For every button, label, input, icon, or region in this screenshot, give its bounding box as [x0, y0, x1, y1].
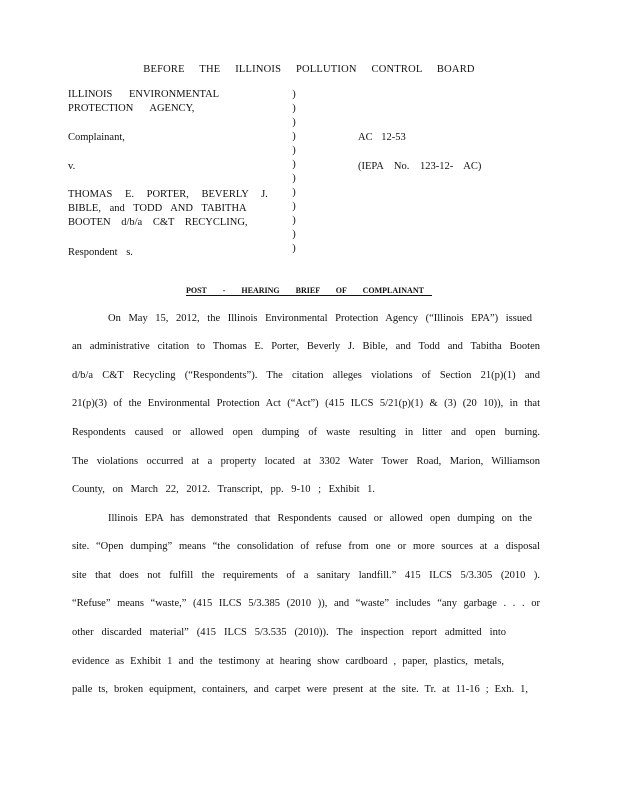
- complainant-name-line-2: PROTECTION AGENCY,: [68, 103, 195, 114]
- paragraph-2-line: site. “Open dumping” means “the consolidation of refuse from one or more sources at a disposal: [72, 541, 540, 552]
- caption-paren: ): [292, 173, 296, 184]
- complainant-name-line-1: ILLINOIS ENVIRONMENTAL: [68, 89, 220, 100]
- caption-paren: ): [292, 215, 296, 226]
- paragraph-2-line: evidence as Exhibit 1 and the testimony at hearing show cardboard , paper, plastics, metals,: [72, 656, 504, 667]
- paragraph-2-line: palle ts, broken equipment, containers, and carpet were present at the site. Tr. at 11-16 ; Exh. 1,: [72, 684, 528, 695]
- paragraph-1-line: County, on March 22, 2012. Transcript, pp. 9-10 ; Exhibit 1.: [72, 484, 376, 495]
- iepa-number: (IEPA No. 123-12- AC): [358, 161, 482, 172]
- complainant-label: Complainant,: [68, 132, 125, 143]
- paragraph-2-line: “Refuse” means “waste,” (415 ILCS 5/3.385 (2010 )), and “waste” includes “any garbage . . . or: [72, 598, 540, 609]
- paragraph-2-line: site that does not fulfill the requirements of a sanitary landfill.” 415 ILCS 5/3.305 (2010 ).: [72, 570, 540, 581]
- respondent-name-line-3: BOOTEN d/b/a C&T RECYCLING,: [68, 217, 248, 228]
- board-title: BEFORE THE ILLINOIS POLLUTION CONTROL BOARD: [143, 64, 475, 75]
- caption-paren: ): [292, 131, 296, 142]
- caption-paren: ): [292, 103, 296, 114]
- respondent-label: Respondent s.: [68, 247, 133, 258]
- paragraph-2-line: Illinois EPA has demonstrated that Respondents caused or allowed open dumping on the: [108, 513, 532, 524]
- caption-paren: ): [292, 187, 296, 198]
- caption-paren: ): [292, 159, 296, 170]
- brief-heading: POST - HEARING BRIEF OF COMPLAINANT: [186, 286, 432, 296]
- paragraph-1-line: d/b/a C&T Recycling (“Respondents”). The citation alleges violations of Section 21(p)(1) and: [72, 370, 540, 381]
- versus-label: v.: [68, 161, 76, 172]
- case-number: AC 12-53: [358, 132, 406, 143]
- caption-paren: ): [292, 201, 296, 212]
- paragraph-1-line: an administrative citation to Thomas E. Porter, Beverly J. Bible, and Todd and Tabitha Booten: [72, 341, 540, 352]
- paragraph-1-line: 21(p)(3) of the Environmental Protection Act (“Act”) (415 ILCS 5/21(p)(1) & (3) (20 10)), in that: [72, 398, 540, 409]
- paragraph-2-line: other discarded material” (415 ILCS 5/3.535 (2010)). The inspection report admitted into: [72, 627, 506, 638]
- caption-paren: ): [292, 89, 296, 100]
- respondent-name-line-1: THOMAS E. PORTER, BEVERLY J.: [68, 189, 268, 200]
- respondent-name-line-2: BIBLE, and TODD AND TABITHA: [68, 203, 247, 214]
- paragraph-1-line: On May 15, 2012, the Illinois Environmental Protection Agency (“Illinois EPA”) issued: [108, 313, 532, 324]
- caption-paren: ): [292, 145, 296, 156]
- caption-paren: ): [292, 229, 296, 240]
- caption-paren: ): [292, 243, 296, 254]
- caption-paren: ): [292, 117, 296, 128]
- paragraph-1-line: The violations occurred at a property located at 3302 Water Tower Road, Marion, Williamson: [72, 456, 540, 467]
- paragraph-1-line: Respondents caused or allowed open dumping of waste resulting in litter and open burning.: [72, 427, 540, 438]
